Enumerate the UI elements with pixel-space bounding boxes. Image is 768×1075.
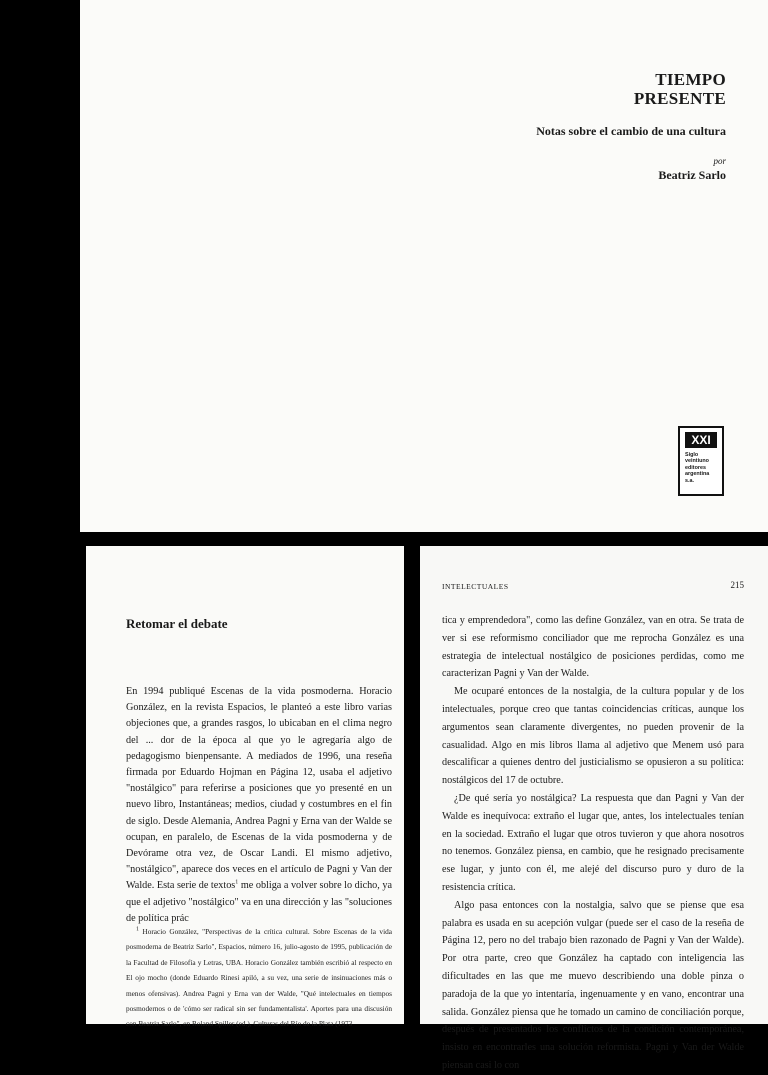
body-paragraph: tica y emprendedora", como las define González, van en otra. Se trata de ver si ese reformismo conciliador que me reprocha González es una estrategia de intelectual nostálgico de posiciones perdidas, como me caracterizan Pagni y Van der Walde. bbox=[442, 615, 744, 680]
body-paragraph: Me ocuparé entonces de la nostalgia, de la cultura popular y de los intelectuales, porque creo que tantas coincidencias críticas, aunque los argumentos sean claramente divergentes, no pueden provenir de la casualidad. Algo en mis libros llama al adjetivo que Menem usó para descalificar a quienes dentro del justicialismo se opusieron a su política: nostálgicos del 17 de octubre. bbox=[442, 686, 744, 787]
by-label: por bbox=[713, 156, 726, 166]
book-title-line-1: TIEMPO bbox=[655, 70, 726, 89]
section-heading: Retomar el debate bbox=[126, 616, 228, 631]
title-page bbox=[80, 0, 768, 532]
footnote-number: 1 bbox=[136, 926, 139, 933]
footnotes bbox=[126, 924, 392, 1032]
publisher-line: s.a. bbox=[685, 477, 694, 484]
right-page bbox=[420, 546, 768, 1071]
footnote-marker: 1 bbox=[235, 880, 239, 887]
body-paragraph: Algo pasa entonces con la nostalgia, salvo que se piense que esa palabra es usada en su acepción vulgar (puede ser el caso de la reseña de Página 12, pero no del trabajo bien razonado de Pagni y Van der Walde). Por otra parte, creo que González ha captado con inteligencia las dificultades en las que me muevo describiendo una doble pinza o paradoja de la que yo intentaría, ingenuamente y en vano, encontrar una salida. González piensa que he tomado un camino de conciliación porque, después de presentados los conflictos de la condición contemporánea, insisto en encontrarles una solución reformista. Pagni y Van der Walde piensan casi lo con bbox=[442, 899, 744, 1071]
paragraph-text: En 1994 publiqué Escenas de la vida posmoderna. Horacio González, en la revista Espacios, le planteó a este libro varias objeciones que, a grandes rasgos, lo ubicaban en el clima negro del ... dor de la época al que yo le agregaría algo de pedagogismo bienpensante. A mediados de 1996, una reseña firmada por Eduardo Hojman en Página 12, usaba el adjetivo "nostálgico" para referirse a posiciones que yo presenté en un nuevo libro, Instantáneas; medios, ciudad y costumbres en el fin de siglo. Desde Alemania, Andrea Pagni y Erna van der Walde se ocupan, en paralelo, de Escenas de la vida posmoderna y de Devórame otra vez, de Oscar Landi. El mismo adjetivo, "nostálgico", aparece dos veces en el artículo de Pagni y Van der Walde. Esta serie de textos bbox=[126, 686, 392, 892]
publisher-line: veintiuno bbox=[685, 458, 709, 465]
publisher-logo bbox=[678, 426, 724, 496]
footnote bbox=[126, 924, 392, 1032]
right-page-body bbox=[442, 612, 744, 1075]
body-paragraph: ¿De qué sería yo nostálgica? La respuesta que dan Pagni y Van der Walde es inequívoca: extraño el lugar que, antes, los intelectuales tenían en la sociedad. Extraño el lugar que otros tuvieron y que ahora nosotros no tenemos. González piensa, en cambio, que he resignado precisamente ese lugar, y junto con él, me alejé del discurso puro y duro de la resistencia crítica. bbox=[442, 792, 744, 893]
book-title-line-2: PRESENTE bbox=[633, 89, 726, 108]
paragraph-text: me obliga a volver sobre lo dicho, ya que el adjetivo "nostálgico" va en una dirección y las "soluciones de política prác bbox=[126, 880, 392, 924]
page-number: 215 bbox=[730, 580, 744, 590]
publisher-name bbox=[685, 452, 709, 484]
publisher-line: editores bbox=[685, 464, 706, 471]
publisher-line: Siglo bbox=[685, 452, 699, 458]
footnote-text: Horacio González, "Perspectivas de la crítica cultural. Sobre Escenas de la vida posmoderna de Beatriz Sarlo", Espacios, número 16, julio-agosto de 1995, publicación de la Facultad de Filosofía y Letras, UBA. Horacio González también escribió al respecto en El ojo mocho (donde Eduardo Rinesi apiló, a su vez, una serie de insinuaciones más o menos ofensivas). Andrea Pagni y Erna van der Walde, "Qué intelectuales en tiempos posmodernos o de 'cómo ser radical sin ser fundamentalista'. Aportes para una discusión con Beatriz Sarlo", en Roland Spiller (ed.), Culturas del Río de la Plata (1973 bbox=[126, 927, 392, 1029]
running-header: INTELECTUALES bbox=[442, 582, 509, 591]
book-title bbox=[634, 70, 726, 108]
publisher-line: argentina bbox=[685, 471, 710, 478]
book-subtitle: Notas sobre el cambio de una cultura bbox=[536, 124, 726, 138]
left-page-body bbox=[126, 684, 392, 927]
publisher-logo-mark: XXI bbox=[685, 432, 717, 448]
author-name: Beatriz Sarlo bbox=[658, 168, 726, 182]
body-paragraph bbox=[126, 684, 392, 927]
left-page bbox=[86, 546, 404, 1029]
